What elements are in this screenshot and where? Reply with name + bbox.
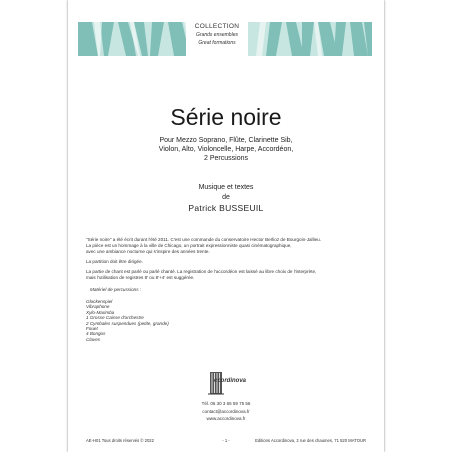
- contact-email[interactable]: contact@accordinova.fr: [202, 408, 250, 414]
- list-item: 2 Cymbales suspendues (petite, grande): [86, 320, 169, 326]
- list-item: 1 Grosse Caisse d'orchestre: [86, 315, 144, 321]
- paragraph-voice: [86, 269, 368, 281]
- paragraph-line: "Série noire" a été écrit durant l'été 2011. C'est une commande du conservatoire Hector Berlioz de Bourgoin-Jallieu.: [86, 237, 321, 242]
- list-item: Vibraphone: [86, 304, 110, 310]
- paragraph-direction: La partition doit être dirigée.: [86, 259, 143, 264]
- list-item: Fouet: [86, 326, 98, 332]
- paragraph-line: La pièce est un hommage à la ville de Chicago, un portrait expressionniste quasi cinématographique,: [86, 243, 292, 248]
- collection-label-box: [186, 18, 248, 62]
- paragraph-line: avec une ambiance nocturne qui s'inspire des années trente.: [86, 249, 210, 254]
- list-item: Glockenspiel: [86, 299, 113, 304]
- list-item: 4 Bongos: [86, 331, 106, 337]
- contact-phone: Tél. 06 30 3 65 59 75 56: [201, 401, 251, 406]
- contact-website[interactable]: www.accordinova.fr: [206, 416, 246, 421]
- percussion-heading: Matériel de percussions :: [90, 287, 142, 292]
- paragraph-line: La partie de chant est parlé ou parlé chanté. La registration de l'accordéon est laissé au libre choix de l'interprète,: [86, 269, 317, 274]
- score-page: [68, 0, 384, 452]
- logo-wordmark: ccordinova: [214, 378, 247, 384]
- list-item: Claves: [86, 336, 101, 342]
- page-title: Série noire: [170, 104, 282, 130]
- composer-name: Patrick BUSSEUIL: [188, 203, 264, 213]
- paragraph-intro: [86, 237, 368, 255]
- footer-copyright: AE-H01 Tous droits réservés © 2022: [86, 438, 154, 443]
- collection-subtitle-fr: Grands ensembles: [196, 32, 238, 38]
- paragraph-line: mais l'utilisation de registres 8' ou 8'+4' est suggérée.: [86, 275, 195, 280]
- instrumentation: [68, 136, 384, 163]
- instrumentation-line: Pour Mezzo Soprano, Flûte, Clarinette Sib,: [159, 137, 293, 144]
- footer-publisher: Editions Accordinova, 2 rue des chaumes, 71 520 MATOUR: [255, 438, 366, 443]
- collection-title: COLLECTION: [194, 23, 240, 30]
- collection-subtitle-en: Great formations: [198, 40, 236, 46]
- credits-de: de: [222, 194, 230, 201]
- list-item: Xylo-Marimba: [86, 309, 115, 315]
- percussion-list: [86, 299, 368, 342]
- instrumentation-line: Violon, Alto, Violoncelle, Harpe, Accordéon,: [158, 146, 294, 153]
- contact-block: [68, 400, 384, 423]
- accordinova-logo-icon: [196, 370, 256, 398]
- footer-page-number: - 1 -: [222, 438, 230, 443]
- description: [86, 237, 368, 342]
- credits-line: Musique et textes: [198, 184, 254, 191]
- instrumentation-line: 2 Percussions: [204, 155, 248, 162]
- credits: [68, 183, 384, 213]
